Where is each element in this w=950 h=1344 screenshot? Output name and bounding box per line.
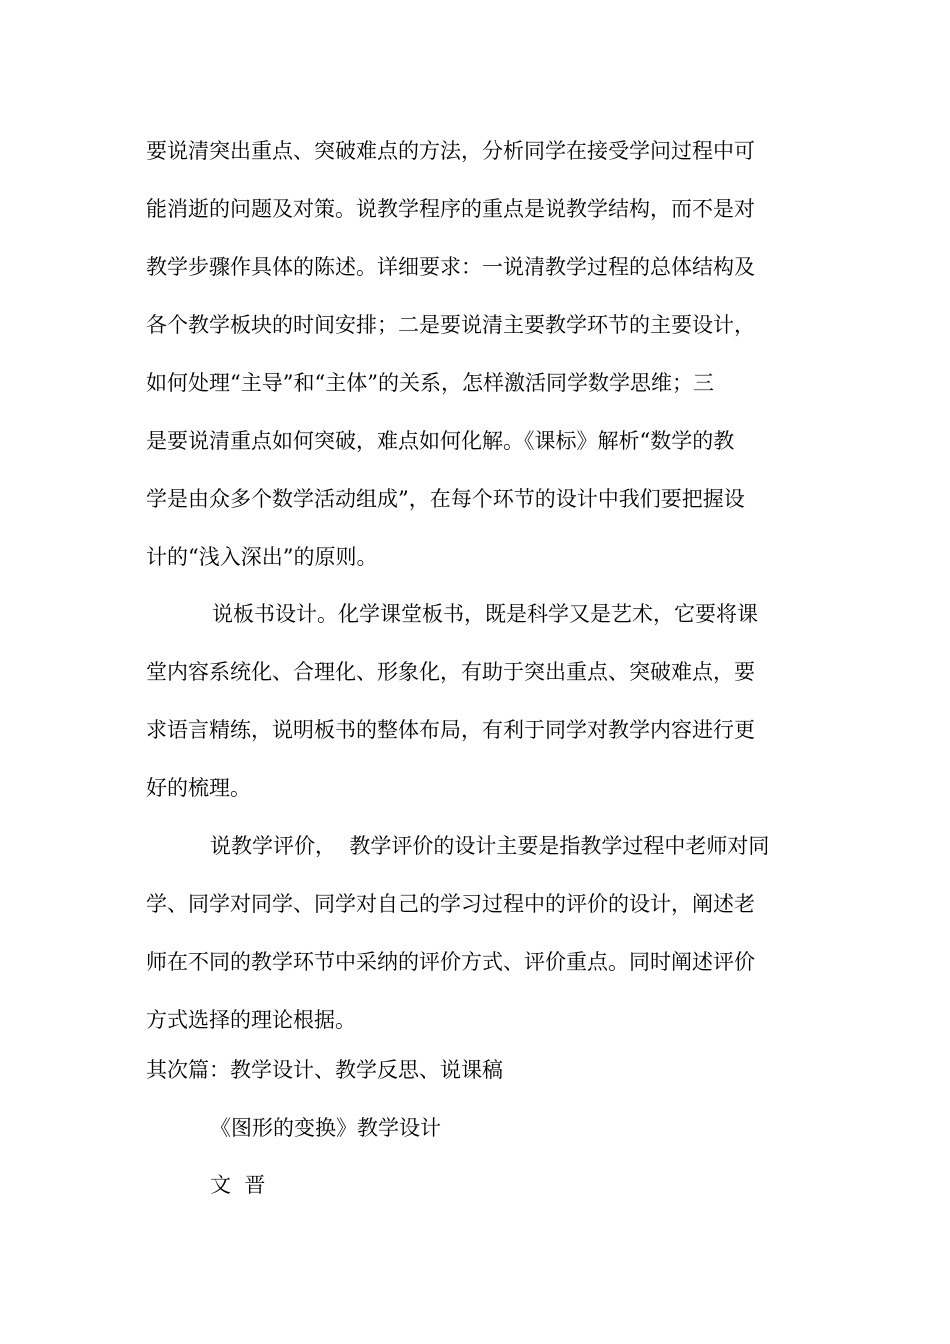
paragraph-1-line-4: 各个教学板块的时间安排；二是要说清主要教学环节的主要设计，: [146, 313, 755, 337]
paragraph-1-line-3: 教学步骤作具体的陈述。详细要求：一说清教学过程的总体结构及: [146, 255, 755, 279]
paragraph-1-line-7: 学是由众多个数学活动组成”，在每个环节的设计中我们要把握设: [146, 487, 745, 511]
section-heading: 其次篇：教学设计、教学反思、说课稿: [146, 1058, 503, 1082]
paragraph-2-line-1: 说板书设计。化学课堂板书，既是科学又是艺术，它要将课: [212, 602, 758, 626]
paragraph-1-line-8: 计的“浅入深出”的原则。: [146, 545, 378, 569]
paragraph-3-line-2: 学、同学对同学、同学对自己的学习过程中的评价的设计，阐述老: [146, 892, 755, 916]
paragraph-1-line-1: 要说清突出重点、突破难点的方法，分析同学在接受学问过程中可: [146, 139, 755, 163]
paragraph-3-line-4: 方式选择的理论根据。: [146, 1008, 356, 1032]
paragraph-1-line-2: 能消逝的问题及对策。说教学程序的重点是说教学结构，而不是对: [146, 197, 755, 221]
paragraph-3-line-3: 师在不同的教学环节中采纳的评价方式、评价重点。同时阐述评价: [146, 950, 755, 974]
paragraph-2-line-3: 求语言精练，说明板书的整体布局，有利于同学对教学内容进行更: [146, 718, 755, 742]
paragraph-2-line-2: 堂内容系统化、合理化、形象化，有助于突出重点、突破难点，要: [146, 660, 755, 684]
paragraph-1-line-5: 如何处理“主导”和“主体”的关系，怎样激活同学数学思维；三: [146, 371, 714, 395]
document-title: 《图形的变换》教学设计: [210, 1116, 441, 1140]
paragraph-3-line-1: 说教学评价， 教学评价的设计主要是指教学过程中老师对同: [210, 834, 770, 858]
paragraph-1-line-6: 是要说清重点如何突破，难点如何化解。《课标》解析“数学的教: [146, 429, 735, 453]
author-name: 文 晋: [210, 1173, 266, 1197]
paragraph-2-line-4: 好的梳理。: [146, 776, 251, 800]
